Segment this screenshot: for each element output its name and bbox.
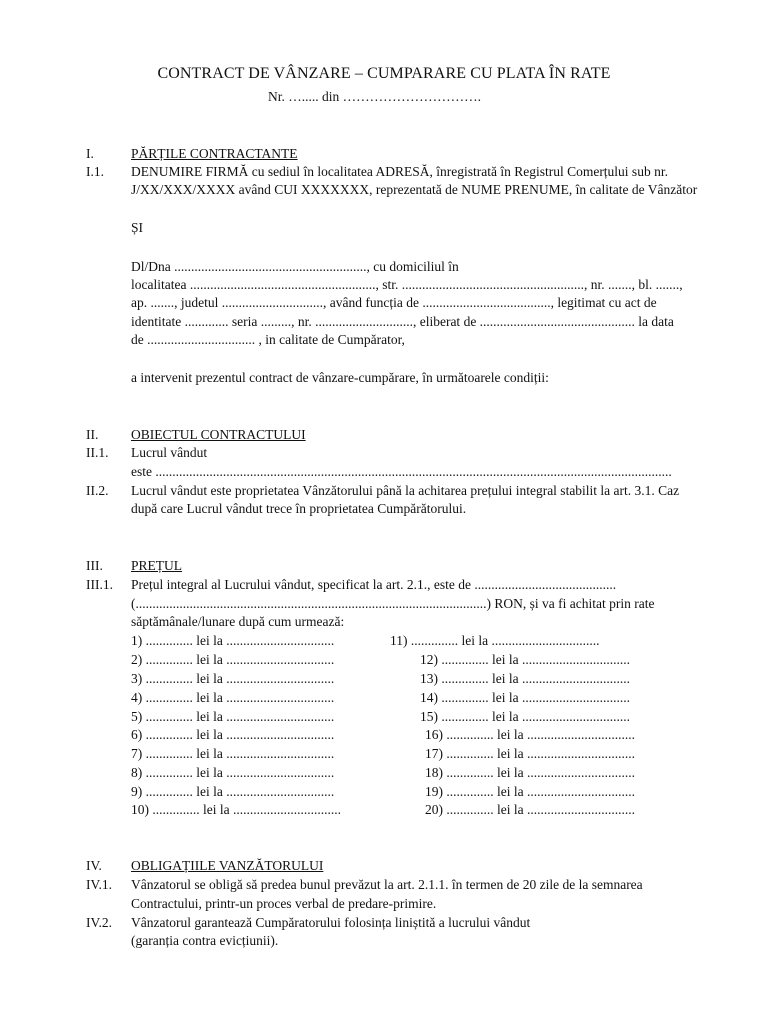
intro-text: a intervenit prezentul contract de vânzare-cumpărare, în următoarele condiții: [131, 370, 549, 385]
buyer-line: localitatea ......................................................., str. ......................................................, nr. ......., bl. ......., [131, 277, 683, 292]
buyer-line: ap. ......., judetul .............................., având funcția de ......................................, legitimat cu act de [131, 295, 657, 310]
rate-line: 16) .............. lei la ................................ [425, 727, 635, 742]
clause-text: DENUMIRE FIRMĂ cu sediul în localitatea ADRESĂ, înregistrată în Registrul Comerțului sub nr. [131, 164, 668, 179]
clause-text: după care Lucrul vândut trece în proprietatea Cumpărătorului. [131, 501, 467, 516]
buyer-line: de ................................ , in calitate de Cumpărator, [131, 332, 405, 347]
clause-number: II.2. [86, 483, 109, 498]
clause-text: J/XX/XXX/XXXX având CUI XXXXXXX, reprezentată de NUME PRENUME, în calitate de Vânzător [131, 182, 698, 197]
rate-line: 5) .............. lei la ................................ [131, 709, 335, 724]
rate-line: 2) .............. lei la ................................ [131, 652, 335, 667]
section-heading: OBLIGAȚIILE VANZĂTORULUI [131, 858, 324, 873]
rate-line: 6) .............. lei la ................................ [131, 727, 335, 742]
clause-text: (........................................................................................................) RON, și va fi achitat prin rate [131, 596, 655, 611]
clause-text: săptămânale/lunare după cum urmează: [131, 614, 345, 629]
rate-line: 12) .............. lei la ................................ [420, 652, 630, 667]
section-heading: OBIECTUL CONTRACTULUI [131, 427, 306, 442]
rate-line: 11) .............. lei la ................................ [390, 633, 600, 648]
clause-text: Vânzatorul se obligă să predea bunul prevăzut la art. 2.1.1. în termen de 20 zile de la semnarea [131, 877, 643, 892]
rate-line: 17) .............. lei la ................................ [425, 746, 635, 761]
buyer-line: identitate ............. seria ........., nr. ............................., eliberat de .............................................. la data [131, 314, 674, 329]
rate-line: 3) .............. lei la ................................ [131, 671, 335, 686]
section-heading: PĂRȚILE CONTRACTANTE [131, 146, 298, 161]
rate-line: 20) .............. lei la ................................ [425, 802, 635, 817]
clause-number: II.1. [86, 445, 109, 460]
rate-line: 1) .............. lei la ................................ [131, 633, 335, 648]
rate-line: 14) .............. lei la ................................ [420, 690, 630, 705]
rate-line: 15) .............. lei la ................................ [420, 709, 630, 724]
clause-text: Vânzatorul garantează Cumpăratorului folosința liniștită a lucrului vândut [131, 915, 531, 930]
contract-title: CONTRACT DE VÂNZARE – CUMPARARE CU PLATA ÎN RATE [157, 65, 611, 82]
section-heading: PREȚUL [131, 558, 183, 573]
section-number: I. [86, 146, 94, 161]
conjunction-si: ȘI [131, 220, 144, 235]
clause-number: IV.2. [86, 915, 113, 930]
clause-number: I.1. [86, 164, 104, 179]
section-number: II. [86, 427, 99, 442]
rate-line: 19) .............. lei la ................................ [425, 784, 635, 799]
section-number: IV. [86, 858, 102, 873]
rate-line: 8) .............. lei la ................................ [131, 765, 335, 780]
clause-text: este ......................................................................................................................................................... [131, 464, 672, 479]
clause-number: IV.1. [86, 877, 113, 892]
clause-text: (garanția contra evicțiunii). [131, 933, 279, 948]
clause-text: Lucrul vândut este proprietatea Vânzătorului până la achitarea prețului integral stabilit la art. 3.1. Caz [131, 483, 680, 498]
rate-line: 9) .............. lei la ................................ [131, 784, 335, 799]
section-number: III. [86, 558, 103, 573]
clause-text: Prețul integral al Lucrului vândut, specificat la art. 2.1., este de .......................................... [131, 577, 617, 592]
rate-line: 10) .............. lei la ................................ [131, 802, 341, 817]
rate-line: 13) .............. lei la ................................ [420, 671, 630, 686]
clause-text: Contractului, printr-un proces verbal de predare-primire. [131, 896, 437, 911]
contract-number: Nr. …..... din …………………………. [268, 89, 482, 104]
rate-line: 4) .............. lei la ................................ [131, 690, 335, 705]
clause-number: III.1. [86, 577, 113, 592]
clause-text: Lucrul vândut [131, 445, 208, 460]
rate-line: 7) .............. lei la ................................ [131, 746, 335, 761]
buyer-line: Dl/Dna ........................................................., cu domiciliul în [131, 259, 459, 274]
rate-line: 18) .............. lei la ................................ [425, 765, 635, 780]
